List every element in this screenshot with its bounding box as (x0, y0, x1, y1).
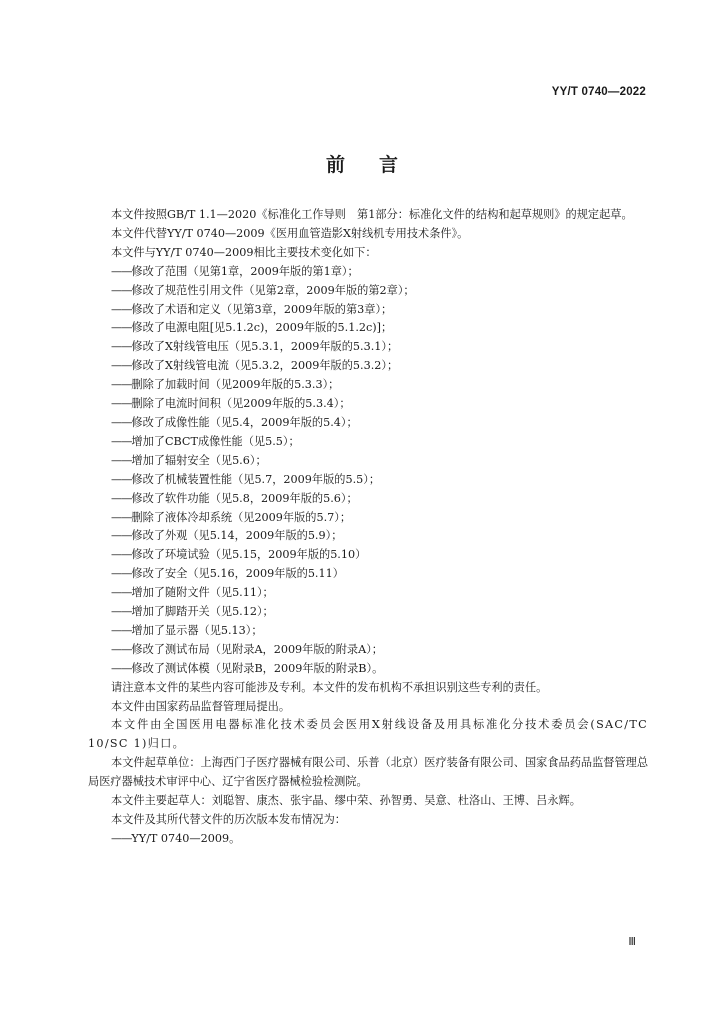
paragraph-changes-intro: 本文件与YY/T 0740—2009相比主要技术变化如下： (111, 245, 377, 259)
document-body (88, 206, 648, 849)
list-item-text: 增加了辐射安全（见5.6）； (131, 453, 267, 467)
list-item (88, 301, 648, 320)
list-item (88, 433, 648, 452)
dash-marker: —— (111, 586, 132, 600)
list-item-text: 修改了外观（见5.14，2009年版的5.9）； (131, 529, 343, 543)
list-item (88, 319, 648, 338)
list-item-text: 修改了安全（见5.16，2009年版的5.11） (131, 567, 344, 581)
list-item-text: 增加了随附文件（见5.11）； (131, 586, 274, 600)
list-item-text: 修改了X射线管电压（见5.3.1，2009年版的5.3.1）； (131, 340, 399, 354)
paragraph-proposed-by: 本文件由国家药品监督管理局提出。 (111, 699, 291, 713)
list-item-text: 修改了机械装置性能（见5.7，2009年版的5.5）； (131, 472, 381, 486)
paragraph-drafting-rules: 本文件按照GB/T 1.1—2020《标准化工作导则 第1部分：标准化文件的结构和起草规则》的规定起草。 (111, 208, 633, 221)
list-item-text: 修改了X射线管电流（见5.3.2，2009年版的5.3.2）； (131, 359, 399, 373)
dash-marker: —— (111, 321, 132, 335)
paragraph-drafting-organizations: 本文件起草单位：上海西门子医疗器械有限公司、乐普（北京）医疗装备有限公司、国家食品药品监督管理总局医疗器械技术审评中心、辽宁省医疗器械检验检测院。 (88, 756, 649, 789)
list-item-text: 增加了CBCT成像性能（见5.5）； (131, 434, 300, 448)
paragraph-history-intro: 本文件及其所代替文件的历次版本发布情况为： (111, 813, 346, 826)
dash-marker: —— (111, 359, 132, 373)
list-item (88, 395, 648, 414)
standard-code: YY/T 0740—2022 (551, 86, 646, 98)
list-item (88, 660, 648, 679)
dash-marker: —— (111, 661, 132, 675)
list-item (88, 527, 648, 546)
dash-marker: —— (111, 340, 132, 354)
dash-marker: —— (111, 283, 132, 297)
dash-marker: —— (111, 567, 132, 581)
list-item (88, 338, 648, 357)
paragraph-main-drafters: 本文件主要起草人：刘聪智、康杰、张宇晶、缪中荣、孙智勇、吴意、杜洛山、王博、吕永辉。 (111, 794, 581, 808)
list-item-text: 增加了脚踏开关（见5.12）； (131, 605, 274, 619)
list-item-text: 修改了测试体模（见附录B，2009年版的附录B）。 (131, 661, 384, 675)
dash-marker: —— (111, 302, 132, 316)
list-item (88, 490, 648, 509)
dash-marker: —— (111, 642, 132, 656)
dash-marker: —— (111, 397, 132, 411)
paragraph-replaces: 本文件代替YY/T 0740—2009《医用血管造影X射线机专用技术条件》。 (111, 226, 469, 240)
list-item (88, 282, 648, 301)
page-number: Ⅲ (628, 935, 636, 948)
dash-marker: —— (111, 605, 132, 619)
history-item-text: YY/T 0740—2009。 (131, 831, 241, 845)
list-item (88, 622, 648, 641)
list-item (88, 565, 648, 584)
list-item-text: 修改了规范性引用文件（见第2章，2009年版的第2章）； (131, 283, 415, 297)
dash-marker: —— (111, 529, 132, 543)
list-item-text: 删除了加载时间（见2009年版的5.3.3）； (131, 378, 340, 392)
list-item (88, 263, 648, 282)
dash-marker: —— (111, 548, 132, 562)
list-item (88, 414, 648, 433)
dash-marker: —— (111, 264, 132, 278)
paragraph-patent-notice: 请注意本文件的某些内容可能涉及专利。本文件的发布机构不承担识别这些专利的责任。 (111, 680, 548, 694)
list-item-text: 修改了成像性能（见5.4，2009年版的5.4）； (131, 415, 358, 429)
dash-marker: —— (111, 434, 132, 448)
dash-marker: —— (111, 472, 132, 486)
list-item (88, 376, 648, 395)
dash-marker: —— (111, 378, 132, 392)
list-item-text: 删除了电流时间积（见2009年版的5.3.4）； (131, 397, 351, 411)
list-item-text: 修改了术语和定义（见第3章，2009年版的第3章）； (131, 302, 393, 316)
list-item-text: 修改了环境试验（见5.15，2009年版的5.10） (131, 548, 367, 562)
list-item (88, 471, 648, 490)
list-item (88, 357, 648, 376)
list-item (88, 641, 648, 660)
dash-marker: —— (111, 510, 132, 524)
list-item-text: 修改了软件功能（见5.8，2009年版的5.6）； (131, 491, 358, 505)
list-item (88, 584, 648, 603)
dash-marker: —— (111, 415, 132, 429)
dash-marker: —— (111, 491, 132, 505)
dash-marker: —— (111, 831, 132, 845)
changes-list (88, 263, 648, 679)
list-item-text: 修改了测试布局（见附录A，2009年版的附录A）； (131, 642, 383, 656)
list-item (88, 452, 648, 471)
list-item (88, 509, 648, 528)
list-item-text: 修改了范围（见第1章，2009年版的第1章）； (131, 264, 359, 278)
paragraph-technical-committee: 本文件由全国医用电器标准化技术委员会医用X射线设备及用具标准化分技术委员会(SAC/TC 10/SC 1)归口。 (88, 718, 648, 751)
list-item (88, 603, 648, 622)
list-item-text: 删除了液体冷却系统（见2009年版的5.7）； (131, 510, 352, 524)
list-item-text: 增加了显示器（见5.13）； (131, 623, 263, 637)
dash-marker: —— (111, 453, 132, 467)
list-item (88, 546, 648, 565)
dash-marker: —— (111, 623, 132, 637)
page-title: 前言 (325, 154, 432, 176)
list-item-text: 修改了电源电阻[见5.1.2c)，2009年版的5.1.2c)]； (131, 321, 393, 335)
history-item (88, 830, 648, 849)
